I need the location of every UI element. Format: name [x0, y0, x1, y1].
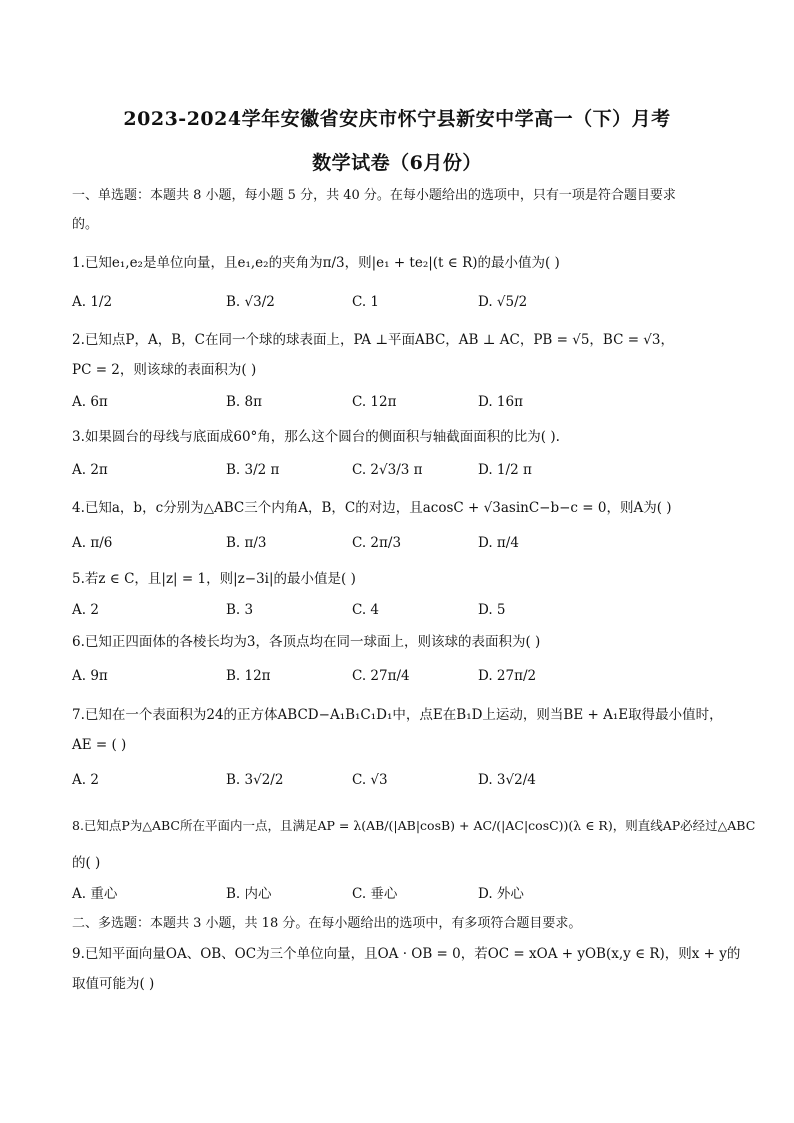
question-5-options — [72, 602, 732, 628]
q4-option-a: A. π/6 — [72, 535, 113, 551]
question-3-stem: 3.如果圆台的母线与底面成60°角，那么这个圆台的侧面积与轴截面面积的比为( ). — [72, 429, 560, 445]
q2-option-a: A. 6π — [72, 394, 108, 410]
q6-option-d: D. 27π/2 — [478, 668, 537, 684]
q4-option-b: B. π/3 — [226, 535, 267, 551]
section-1-line1: 一、单选题：本题共 8 小题，每小题 5 分，共 40 分。在每小题给出的选项中，只有一项是符合题目要求 — [72, 188, 676, 203]
q5-option-a: A. 2 — [72, 602, 99, 618]
question-9-stem-line2: 取值可能为( ) — [72, 976, 155, 992]
question-2-options — [72, 394, 732, 420]
q3-option-c: C. 2√3/3 π — [352, 462, 423, 478]
section-2-instructions: 二、多选题：本题共 3 小题，共 18 分。在每小题给出的选项中，有多项符合题目要求。 — [72, 916, 582, 931]
q7-option-a: A. 2 — [72, 772, 99, 788]
question-8-stem-line2: 的( ) — [72, 855, 101, 871]
question-5-stem: 5.若z ∈ C，且|z| = 1，则|z−3i|的最小值是( ) — [72, 571, 356, 587]
q4-option-c: C. 2π/3 — [352, 535, 402, 551]
exam-title-line1: 2023-2024学年安徽省安庆市怀宁县新安中学高一（下）月考 — [123, 108, 671, 130]
q8-option-a: A. 重心 — [72, 886, 118, 902]
q7-option-b: B. 3√2/2 — [226, 772, 284, 788]
question-2-stem-line1: 2.已知点P，A，B，C在同一个球的球表面上，PA ⊥平面ABC，AB ⊥ AC，PB = √5，BC = √3， — [72, 332, 674, 348]
q3-option-a: A. 2π — [72, 462, 108, 478]
question-6-options — [72, 668, 732, 694]
q4-option-d: D. π/4 — [478, 535, 519, 551]
q8-option-c: C. 垂心 — [352, 886, 398, 902]
question-8-stem-line1: 8.已知点P为△ABC所在平面内一点，且满足AP = λ(AB/(|AB|cosB) + AC/(|AC|cosC))(λ ∈ R)，则直线AP必经过△ABC — [72, 818, 756, 833]
question-7-stem-line2: AE = ( ) — [72, 737, 127, 753]
q1-option-b: B. √3/2 — [226, 294, 275, 310]
question-7-stem-line1: 7.已知在一个表面积为24的正方体ABCD−A₁B₁C₁D₁中，点E在B₁D上运动，则当BE + A₁E取得最小值时， — [72, 707, 723, 723]
question-1-options — [72, 294, 732, 320]
question-8-options — [72, 882, 732, 908]
section-1-instructions — [72, 181, 722, 239]
q1-option-a: A. 1/2 — [72, 294, 113, 310]
question-9-stem-line1: 9.已知平面向量OA、OB、OC为三个单位向量，且OA · OB = 0，若OC = xOA + yOB(x,y ∈ R)，则x + y的 — [72, 946, 741, 962]
q5-option-d: D. 5 — [478, 602, 506, 618]
q5-option-b: B. 3 — [226, 602, 254, 618]
question-4-stem: 4.已知a，b，c分别为△ABC三个内角A，B，C的对边，且acosC + √3asinC−b−c = 0，则A为( ) — [72, 500, 672, 516]
question-3-options — [72, 462, 732, 488]
q1-option-d: D. √5/2 — [478, 294, 528, 310]
q1-option-c: C. 1 — [352, 294, 380, 310]
q2-option-c: C. 12π — [352, 394, 397, 410]
section-1-line2: 的。 — [72, 217, 99, 232]
question-1-stem: 1.已知e₁,e₂是单位向量，且e₁,e₂的夹角为π/3，则|e₁ + te₂|(t ∈ R)的最小值为( ) — [72, 255, 560, 271]
question-4-options — [72, 535, 732, 561]
q8-option-b: B. 内心 — [226, 886, 272, 902]
q6-option-b: B. 12π — [226, 668, 271, 684]
q8-option-d: D. 外心 — [478, 886, 524, 902]
q5-option-c: C. 4 — [352, 602, 380, 618]
q7-option-c: C. √3 — [352, 772, 388, 788]
question-2-stem-line2: PC = 2，则该球的表面积为( ) — [72, 362, 257, 378]
question-7-options — [72, 772, 732, 798]
q7-option-d: D. 3√2/4 — [478, 772, 536, 788]
q2-option-d: D. 16π — [478, 394, 523, 410]
q3-option-b: B. 3/2 π — [226, 462, 280, 478]
q6-option-c: C. 27π/4 — [352, 668, 410, 684]
q3-option-d: D. 1/2 π — [478, 462, 532, 478]
exam-title-line2: 数学试卷（6月份） — [312, 152, 482, 174]
question-6-stem: 6.已知正四面体的各棱长均为3，各顶点均在同一球面上，则该球的表面积为( ) — [72, 634, 541, 650]
q6-option-a: A. 9π — [72, 668, 108, 684]
q2-option-b: B. 8π — [226, 394, 262, 410]
